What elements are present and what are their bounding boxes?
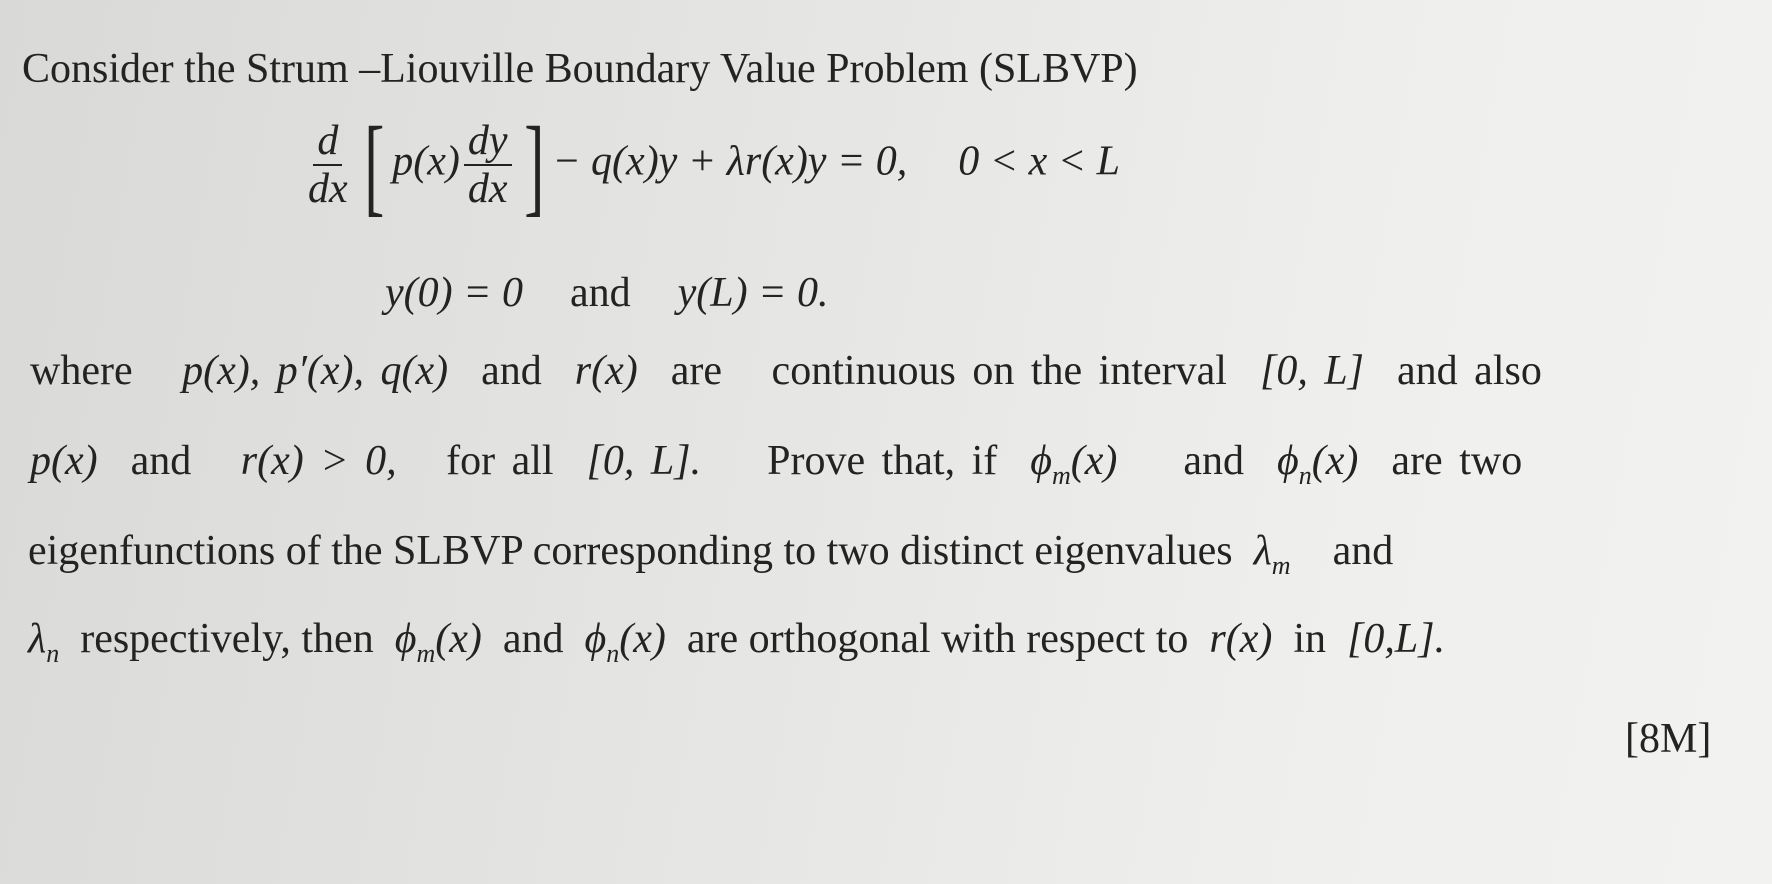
orthogonality-line: $\lambda_n$ respectively, then $\phi_m(x)$ and $\phi_n(x)$ are orthogonal with respect to r(x) in [0,L]. [28, 616, 1446, 668]
marks-label: [8M] [1625, 716, 1712, 762]
right-bracket: ] [523, 104, 544, 226]
functions-list: p(x), p′(x), q(x) [182, 348, 449, 394]
p-of-x: p(x) [392, 138, 460, 185]
left-bracket: [ [363, 104, 385, 226]
phi-n: $\phi_n(x)$ [1277, 438, 1359, 490]
dy-dx-fraction: $\frac{dy}{dx}$ [464, 120, 512, 210]
equation-rest: − q(x)y + λr(x)y = 0, [552, 138, 908, 185]
bc-right: y(L) = 0. [677, 270, 829, 316]
eigenvalues-line: eigenfunctions of the SLBVP corresponding to two distinct eigenvalues $\lambda_m$ and [28, 528, 1394, 580]
interval: [0, L] [1259, 348, 1365, 394]
lambda-n: $\lambda_n$ [28, 616, 60, 668]
domain: 0 < x < L [958, 138, 1120, 185]
bc-left: y(0) = 0 [385, 270, 523, 316]
sl-equation [300, 104, 1120, 226]
d-dx-fraction: $\frac{d}{dx}$ [308, 118, 348, 212]
conditions-line: where p(x), p′(x), q(x) and r(x) are continuous on the interval [0, L] and also [30, 348, 1542, 394]
lambda-m: $\lambda_m$ [1253, 528, 1291, 580]
positivity-line: p(x) and r(x) > 0, for all [0, L]. Prove that, if $\phi_m(x)$ and $\phi_n(x)$ are two [30, 438, 1523, 490]
bc-and: and [569, 270, 631, 316]
boundary-conditions [385, 272, 828, 314]
phi-m: $\phi_m(x)$ [1030, 438, 1118, 490]
intro-text: Consider the Strum –Liouville Boundary Value Problem (SLBVP) [22, 46, 1138, 92]
